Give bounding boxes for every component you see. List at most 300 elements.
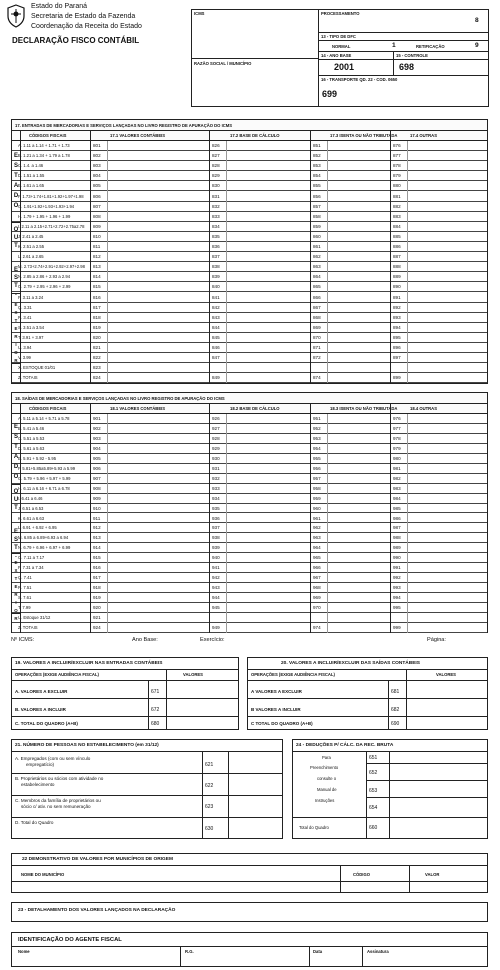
value-input-cell[interactable] xyxy=(407,363,486,372)
value-input-cell[interactable] xyxy=(327,151,389,160)
value-input-cell[interactable] xyxy=(327,593,389,602)
state-name: Estado do Paraná xyxy=(31,3,88,10)
section-18-title: 18. SAÍDAS DE MERCADORIAS E SERVIÇOS LANÇADAS NO LIVRO REGISTRO DE APURAÇÃO DO ICMS xyxy=(15,396,225,401)
section-22 xyxy=(11,853,488,893)
valores-header: VALORES xyxy=(436,672,456,677)
cell-code: 886 xyxy=(393,244,401,249)
value-input-cell[interactable] xyxy=(407,603,486,612)
value-input-cell[interactable] xyxy=(327,553,389,562)
value-input-cell[interactable] xyxy=(407,212,486,221)
value-input-cell[interactable] xyxy=(327,414,389,423)
value-input-cell[interactable] xyxy=(407,444,486,453)
value-input-cell[interactable] xyxy=(407,262,486,271)
form-title: DECLARAÇÃO FISCO CONTÁBIL xyxy=(12,36,140,45)
value-input-cell[interactable] xyxy=(107,514,208,523)
value-input-cell[interactable] xyxy=(226,444,309,453)
value-input-cell[interactable] xyxy=(226,323,309,332)
cell-code: 862 xyxy=(313,254,321,260)
value-input-cell[interactable] xyxy=(107,293,208,302)
cell-code: 897 xyxy=(393,355,401,361)
value-input-cell[interactable] xyxy=(226,543,309,552)
value-input-cell[interactable] xyxy=(107,424,208,433)
value-input-cell[interactable] xyxy=(407,323,486,332)
cell-code: 908 xyxy=(93,485,101,491)
section-20-title: 20. VALORES A INCLUIR/EXCLUIR DAS SAÍDAS CONTÁBEIS xyxy=(281,661,420,666)
row-code-label: C. 5.51 a 5.53 xyxy=(18,435,45,441)
value-input-cell[interactable] xyxy=(107,464,208,473)
value-input-cell[interactable] xyxy=(107,504,208,513)
value-input-cell[interactable] xyxy=(327,222,389,231)
value-input-cell[interactable] xyxy=(327,613,389,622)
cell-code: 994 xyxy=(393,595,401,601)
cell-code: 889 xyxy=(393,274,401,280)
value-input-cell[interactable] xyxy=(107,202,208,211)
value-input-cell[interactable] xyxy=(107,583,208,592)
value-input-cell[interactable] xyxy=(226,161,309,170)
value-input-cell[interactable] xyxy=(407,303,486,312)
value-input-cell[interactable] xyxy=(407,504,486,513)
row-code-label: Q. 3.31 xyxy=(18,304,32,310)
cell-code: 802 xyxy=(93,153,101,159)
value-input-cell[interactable] xyxy=(226,514,309,523)
cell-code: 992 xyxy=(393,575,401,581)
s20-row-b-label: B VALORES A INCLUIR xyxy=(251,707,301,712)
cell-code: 902 xyxy=(93,425,101,431)
value-input-cell[interactable] xyxy=(407,474,486,483)
value-input-cell[interactable] xyxy=(407,553,486,562)
row-code-label: D. 1.51 a 1.55 xyxy=(18,173,45,179)
value-input-cell[interactable] xyxy=(407,514,486,523)
value-input-cell[interactable] xyxy=(327,504,389,513)
value-input-cell[interactable] xyxy=(327,514,389,523)
value-input-cell[interactable] xyxy=(226,434,309,443)
s20-row-b-code: 682 xyxy=(391,707,400,713)
footer-icms-label: Nº ICMS: xyxy=(11,637,35,643)
value-input-cell[interactable] xyxy=(226,484,309,493)
agent-rg-label: R.G. xyxy=(185,949,194,954)
value-input-cell[interactable] xyxy=(327,603,389,612)
value-input-cell[interactable] xyxy=(407,613,486,622)
normal-value[interactable]: 1 xyxy=(392,42,396,49)
row-code-label: L. 6.91 + 6.92 + 6.95 xyxy=(18,525,57,531)
value-input-cell[interactable] xyxy=(226,151,309,160)
value-input-cell[interactable] xyxy=(327,523,389,532)
value-input-cell[interactable] xyxy=(226,414,309,423)
value-input-cell[interactable] xyxy=(107,484,208,493)
value-input-cell[interactable] xyxy=(226,353,309,362)
value-input-cell[interactable] xyxy=(407,454,486,463)
cell-code: 839 xyxy=(212,274,220,280)
s21-row-c-label1: C. Membros da família de proprietários ou xyxy=(15,798,101,803)
value-input-cell[interactable] xyxy=(407,222,486,231)
row-code-label: S. 7.61 xyxy=(18,595,32,601)
value-input-cell[interactable] xyxy=(407,623,486,632)
value-input-cell[interactable] xyxy=(226,192,309,201)
value-input-cell[interactable] xyxy=(407,313,486,322)
cell-code: 893 xyxy=(393,314,401,320)
cell-code: 910 xyxy=(93,505,101,511)
value-input-cell[interactable] xyxy=(407,151,486,160)
value-input-cell[interactable] xyxy=(327,323,389,332)
cell-code: 817 xyxy=(93,304,101,310)
cell-code: 927 xyxy=(212,425,220,431)
value-input-cell[interactable] xyxy=(327,343,389,352)
value-input-cell[interactable] xyxy=(407,593,486,602)
table-row xyxy=(12,343,487,353)
row-code-label: J. 2.41 a 2.45 xyxy=(18,233,44,239)
value-input-cell[interactable] xyxy=(407,333,486,342)
value-input-cell[interactable] xyxy=(226,553,309,562)
retificacao-label: RETIFICAÇÃO xyxy=(416,44,445,49)
table-row xyxy=(12,504,487,514)
cell-code: 911 xyxy=(93,515,101,521)
cell-code: 845 xyxy=(212,334,220,340)
cell-code: 887 xyxy=(393,254,401,260)
value-input-cell[interactable] xyxy=(407,494,486,503)
cell-code: 892 xyxy=(393,304,401,310)
value-input-cell[interactable] xyxy=(327,313,389,322)
value-input-cell[interactable] xyxy=(226,623,309,632)
processamento-value: 8 xyxy=(475,17,479,24)
value-input-cell[interactable] xyxy=(107,151,208,160)
value-input-cell[interactable] xyxy=(327,232,389,241)
value-input-cell[interactable] xyxy=(327,464,389,473)
value-input-cell[interactable] xyxy=(107,313,208,322)
value-input-cell[interactable] xyxy=(407,192,486,201)
s24-instr-5: Instruções xyxy=(315,798,335,803)
value-input-cell[interactable] xyxy=(107,434,208,443)
value-input-cell[interactable] xyxy=(107,323,208,332)
value-input-cell[interactable] xyxy=(107,533,208,542)
value-input-cell[interactable] xyxy=(226,303,309,312)
cell-code: 952 xyxy=(313,425,321,431)
cell-code: 945 xyxy=(212,605,220,611)
value-input-cell[interactable] xyxy=(226,272,309,281)
value-input-cell[interactable] xyxy=(327,282,389,291)
cell-code: 823 xyxy=(93,365,101,371)
value-input-cell[interactable] xyxy=(327,192,389,201)
value-input-cell[interactable] xyxy=(107,603,208,612)
value-input-cell[interactable] xyxy=(107,414,208,423)
value-input-cell[interactable] xyxy=(407,563,486,572)
cell-code: 836 xyxy=(212,244,220,249)
value-input-cell[interactable] xyxy=(107,343,208,352)
value-input-cell[interactable] xyxy=(226,282,309,291)
row-code-label: L. 2.61 a 2.65 xyxy=(18,254,44,260)
value-input-cell[interactable] xyxy=(327,363,389,372)
cell-code: 999 xyxy=(393,624,401,630)
value-input-cell[interactable] xyxy=(226,563,309,572)
cell-code: 847 xyxy=(212,355,220,361)
value-input-cell[interactable] xyxy=(226,343,309,352)
value-input-cell[interactable] xyxy=(107,553,208,562)
table-row xyxy=(12,593,487,603)
row-code-label: V. 3.99 xyxy=(18,355,31,361)
s21-row-b-label1: B. Proprietários ou sócios com atividade no xyxy=(15,776,104,781)
value-input-cell[interactable] xyxy=(226,474,309,483)
cell-code: 940 xyxy=(212,555,220,561)
agent-fiscal-section xyxy=(11,932,488,967)
value-input-cell[interactable] xyxy=(327,454,389,463)
transporte-label: 16 - TRANSPORTE QD. 22 - COD. 0650 xyxy=(321,77,398,82)
s24-instr-4: Manual de xyxy=(317,787,337,792)
value-input-cell[interactable] xyxy=(226,424,309,433)
col-isenta-header: 17.3 ISENTA OU NÃO TRIBUTADA xyxy=(330,133,398,138)
table-row xyxy=(12,613,487,623)
value-input-cell[interactable] xyxy=(226,363,309,372)
value-input-cell[interactable] xyxy=(107,232,208,241)
row-code-label: Z. TOTAIS xyxy=(18,624,38,630)
value-input-cell[interactable] xyxy=(107,181,208,190)
value-input-cell[interactable] xyxy=(226,222,309,231)
ano-base-value[interactable]: 2001 xyxy=(334,62,355,72)
value-input-cell[interactable] xyxy=(107,242,208,251)
cell-code: 980 xyxy=(393,455,401,461)
row-code-label: R. 3.41 xyxy=(18,314,32,320)
value-input-cell[interactable] xyxy=(327,494,389,503)
value-input-cell[interactable] xyxy=(107,613,208,622)
table-row xyxy=(12,523,487,533)
value-input-cell[interactable] xyxy=(327,161,389,170)
controle-value[interactable]: 698 xyxy=(399,62,415,72)
value-input-cell[interactable] xyxy=(327,303,389,312)
value-input-cell[interactable] xyxy=(226,494,309,503)
cell-code: 853 xyxy=(313,163,321,169)
value-input-cell[interactable] xyxy=(407,232,486,241)
value-input-cell[interactable] xyxy=(407,282,486,291)
value-input-cell[interactable] xyxy=(226,583,309,592)
value-input-cell[interactable] xyxy=(226,454,309,463)
value-input-cell[interactable] xyxy=(107,222,208,231)
cell-code: 926 xyxy=(212,416,220,421)
group-label-estado: E S T A D O xyxy=(13,424,19,480)
value-input-cell[interactable] xyxy=(407,523,486,532)
value-input-cell[interactable] xyxy=(407,171,486,180)
value-input-cell[interactable] xyxy=(327,353,389,362)
cell-code: 837 xyxy=(212,254,220,260)
table-row xyxy=(12,424,487,434)
value-input-cell[interactable] xyxy=(407,533,486,542)
cell-code: 941 xyxy=(212,565,220,571)
value-input-cell[interactable] xyxy=(226,593,309,602)
s20-row-c-label: C TOTAL DO QUADRO (A+B) xyxy=(251,721,313,726)
cell-code: 907 xyxy=(93,475,101,481)
footer-ano-label: Ano Base: xyxy=(132,637,158,643)
value-input-cell[interactable] xyxy=(226,181,309,190)
value-input-cell[interactable] xyxy=(327,484,389,493)
value-input-cell[interactable] xyxy=(327,252,389,261)
value-input-cell[interactable] xyxy=(107,282,208,291)
value-input-cell[interactable] xyxy=(107,563,208,572)
cell-code: 964 xyxy=(313,545,321,551)
value-input-cell[interactable] xyxy=(107,373,208,382)
col-valores-header: 18.1 VALORES CONTÁBEIS xyxy=(110,406,166,411)
cell-code: 877 xyxy=(393,153,401,159)
table-row xyxy=(12,623,487,633)
value-input-cell[interactable] xyxy=(226,464,309,473)
value-input-cell[interactable] xyxy=(107,363,208,372)
table-row xyxy=(12,533,487,543)
value-input-cell[interactable] xyxy=(407,181,486,190)
section-17-title: 17. ENTRADAS DE MERCADORIAS E SERVIÇOS LANÇADAS NO LIVRO REGISTRO DE APURAÇÃO DO ICMS xyxy=(15,123,233,128)
value-input-cell[interactable] xyxy=(226,533,309,542)
value-input-cell[interactable] xyxy=(226,202,309,211)
value-input-cell[interactable] xyxy=(327,563,389,572)
value-input-cell[interactable] xyxy=(107,523,208,532)
value-input-cell[interactable] xyxy=(107,573,208,582)
value-input-cell[interactable] xyxy=(327,242,389,251)
value-input-cell[interactable] xyxy=(107,161,208,170)
cell-code: 968 xyxy=(313,585,321,591)
cell-code: 829 xyxy=(212,173,220,179)
row-code-label: M. 2.73+2.74+2.91+2.92+2.97+2.98 xyxy=(18,264,85,270)
cell-code: 978 xyxy=(393,435,401,441)
cell-code: 976 xyxy=(393,416,401,421)
value-input-cell[interactable] xyxy=(327,181,389,190)
row-code-label: G. 5.79 + 5.96 + 5.97 + 5.99 xyxy=(18,475,71,481)
cell-code: 913 xyxy=(93,535,101,541)
cell-code: 868 xyxy=(313,314,321,320)
value-input-cell[interactable] xyxy=(407,161,486,170)
value-input-cell[interactable] xyxy=(407,543,486,552)
value-input-cell[interactable] xyxy=(407,464,486,473)
value-input-cell[interactable] xyxy=(107,454,208,463)
razao-field[interactable] xyxy=(194,68,314,104)
value-input-cell[interactable] xyxy=(107,444,208,453)
value-input-cell[interactable] xyxy=(107,593,208,602)
value-input-cell[interactable] xyxy=(407,272,486,281)
cell-code: 851 xyxy=(313,143,321,148)
value-input-cell[interactable] xyxy=(226,171,309,180)
value-input-cell[interactable] xyxy=(407,343,486,352)
value-input-cell[interactable] xyxy=(327,434,389,443)
value-input-cell[interactable] xyxy=(327,533,389,542)
value-input-cell[interactable] xyxy=(226,523,309,532)
value-input-cell[interactable] xyxy=(226,373,309,382)
value-input-cell[interactable] xyxy=(407,484,486,493)
cell-code: 863 xyxy=(313,264,321,270)
retificacao-value[interactable]: 9 xyxy=(475,42,479,49)
value-input-cell[interactable] xyxy=(107,353,208,362)
value-input-cell[interactable] xyxy=(327,171,389,180)
cell-code: 830 xyxy=(212,183,220,189)
cell-code: 838 xyxy=(212,264,220,270)
value-input-cell[interactable] xyxy=(107,494,208,503)
cell-code: 890 xyxy=(393,284,401,290)
value-input-cell[interactable] xyxy=(327,293,389,302)
cell-code: 809 xyxy=(93,223,101,229)
value-input-cell[interactable] xyxy=(107,623,208,632)
cell-code: 960 xyxy=(313,505,321,511)
value-input-cell[interactable] xyxy=(327,333,389,342)
value-input-cell[interactable] xyxy=(327,202,389,211)
value-input-cell[interactable] xyxy=(107,303,208,312)
s21-row-c-label2: sócio c/ ativ. no sem remuneração xyxy=(21,804,91,809)
value-input-cell[interactable] xyxy=(327,141,389,150)
value-input-cell[interactable] xyxy=(226,573,309,582)
value-input-cell[interactable] xyxy=(107,262,208,271)
value-input-cell[interactable] xyxy=(107,192,208,201)
value-input-cell[interactable] xyxy=(226,242,309,251)
value-input-cell[interactable] xyxy=(327,623,389,632)
table-row xyxy=(12,252,487,262)
cell-code: 807 xyxy=(93,203,101,209)
value-input-cell[interactable] xyxy=(226,262,309,271)
value-input-cell[interactable] xyxy=(407,424,486,433)
icms-field[interactable] xyxy=(194,18,314,56)
value-input-cell[interactable] xyxy=(407,573,486,582)
value-input-cell[interactable] xyxy=(226,212,309,221)
cell-code: 989 xyxy=(393,545,401,551)
value-input-cell[interactable] xyxy=(407,583,486,592)
cell-code: 896 xyxy=(393,345,401,350)
value-input-cell[interactable] xyxy=(226,613,309,622)
value-input-cell[interactable] xyxy=(407,202,486,211)
agent-assinatura-label: Assinatura xyxy=(367,949,389,954)
value-input-cell[interactable] xyxy=(327,272,389,281)
transporte-value[interactable]: 699 xyxy=(322,89,338,99)
value-input-cell[interactable] xyxy=(226,141,309,150)
s21-row-c-code: 623 xyxy=(205,804,214,810)
section-17-entradas xyxy=(11,119,488,384)
footer-exercicio-label: Exercício: xyxy=(200,637,225,643)
value-input-cell[interactable] xyxy=(407,353,486,362)
cell-code: 818 xyxy=(93,314,101,320)
value-input-cell[interactable] xyxy=(107,474,208,483)
value-input-cell[interactable] xyxy=(327,424,389,433)
value-input-cell[interactable] xyxy=(407,373,486,382)
value-input-cell[interactable] xyxy=(407,141,486,150)
value-input-cell[interactable] xyxy=(327,543,389,552)
value-input-cell[interactable] xyxy=(327,444,389,453)
cell-code: 858 xyxy=(313,213,321,219)
cell-code: 983 xyxy=(393,485,401,491)
value-input-cell[interactable] xyxy=(327,262,389,271)
s21-row-d-label1: D. Total do Quadro xyxy=(15,820,54,825)
value-input-cell[interactable] xyxy=(407,293,486,302)
secretariat-name: Secretaria de Estado da Fazenda xyxy=(31,13,136,20)
value-input-cell[interactable] xyxy=(327,573,389,582)
value-input-cell[interactable] xyxy=(226,313,309,322)
value-input-cell[interactable] xyxy=(407,252,486,261)
value-input-cell[interactable] xyxy=(226,232,309,241)
value-input-cell[interactable] xyxy=(407,434,486,443)
value-input-cell[interactable] xyxy=(226,293,309,302)
value-input-cell[interactable] xyxy=(107,141,208,150)
value-input-cell[interactable] xyxy=(327,474,389,483)
cell-code: 846 xyxy=(212,345,220,350)
value-input-cell[interactable] xyxy=(407,242,486,251)
cell-code: 899 xyxy=(393,375,401,381)
value-input-cell[interactable] xyxy=(226,252,309,261)
row-code-label: T. 3.91 + 3.97 xyxy=(18,334,44,340)
cell-code: 903 xyxy=(93,435,101,441)
value-input-cell[interactable] xyxy=(107,543,208,552)
value-input-cell[interactable] xyxy=(107,171,208,180)
value-input-cell[interactable] xyxy=(226,333,309,342)
value-input-cell[interactable] xyxy=(226,504,309,513)
value-input-cell[interactable] xyxy=(107,333,208,342)
value-input-cell[interactable] xyxy=(327,373,389,382)
value-input-cell[interactable] xyxy=(107,252,208,261)
value-input-cell[interactable] xyxy=(327,583,389,592)
value-input-cell[interactable] xyxy=(407,414,486,423)
section-24-title: 24 - DEDUÇÕES P/ CÁLC. DA REC. BRUTA xyxy=(296,743,394,748)
value-input-cell[interactable] xyxy=(107,212,208,221)
value-input-cell[interactable] xyxy=(107,272,208,281)
value-input-cell[interactable] xyxy=(327,212,389,221)
value-input-cell[interactable] xyxy=(226,603,309,612)
